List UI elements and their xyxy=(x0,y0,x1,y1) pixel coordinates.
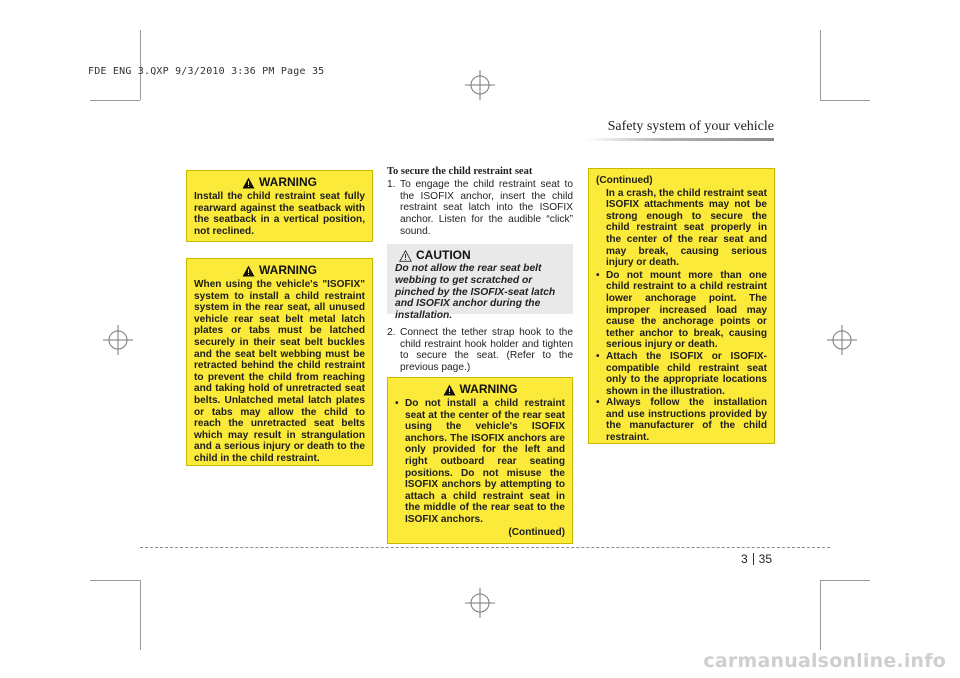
bullet-text: Do not mount more than one child restraint to a child restraint lower anchorage point. The improper increased load may cause the anchorage points or tether anchor to break, causing serious injury or death. xyxy=(606,269,767,351)
crop-mark xyxy=(90,100,140,101)
warning-body: When using the vehicle's "ISOFIX" system to install a child restraint system in the rear seat, all unused vehicle rear seat belt metal latch plates or tabs must be latched securely in their seat belt buckles and the seat belt webbing must be retracted behind the child restraint to prevent the child from reaching and taking hold of unretracted seat belts. Unlatched metal latch plates or tabs may allow the child to reach the unretracted seat belts which may result in strangulation and a serious injury or death to the child in the child restraint. xyxy=(194,279,365,464)
bullet: • xyxy=(596,397,600,409)
crop-mark xyxy=(820,580,870,581)
crop-mark xyxy=(820,580,821,650)
caution-title: CAUTION xyxy=(416,248,471,263)
crop-mark xyxy=(820,30,821,100)
registration-mark-icon xyxy=(103,325,133,355)
warning-box-center-seat xyxy=(387,377,573,544)
crop-mark xyxy=(140,580,141,650)
continued-label: (Continued) xyxy=(596,175,653,186)
warning-triangle-icon xyxy=(443,384,456,396)
caution-box xyxy=(387,244,573,322)
caution-heading xyxy=(395,250,565,262)
step-text: To engage the child restraint seat to the ISOFIX anchor, insert the child restraint seat latch into the ISOFIX anchor. Listen for the audible “click” sound. xyxy=(400,179,573,237)
bullet: • xyxy=(596,350,600,362)
warning-intro: In a crash, the child restraint seat ISOFIX attachments may not be strong enough to secure the child restraint seat properly in the center of the rear seat and may break, causing serious injury or death. xyxy=(606,187,767,269)
registration-mark-icon xyxy=(465,588,495,618)
procedure-step-1 xyxy=(387,179,573,238)
warning-box-continued xyxy=(588,168,775,444)
bullet-text: Always follow the installation and use instructions provided by the manufacturer of the child restraint. xyxy=(606,397,767,444)
page-number-separator xyxy=(753,553,754,565)
watermark: carmanualsonline.info xyxy=(703,650,946,672)
warning-bullet-item xyxy=(596,270,767,351)
page-number xyxy=(741,552,772,566)
page-number-value: 35 xyxy=(758,552,772,566)
step-number: 2. xyxy=(387,327,396,338)
warning-heading xyxy=(194,177,365,189)
warning-triangle-icon xyxy=(242,177,255,189)
warning-body: Do not install a child restraint seat at the center of the rear seat using the vehicle's ISOFIX anchors. The ISOFIX anchors are only provided for the left and right outboard rear seating positions. Do not misuse the ISOFIX anchors by attempting to attach a child restraint seat in the middle of the rear seat to the ISOFIX anchors. xyxy=(405,398,565,525)
crop-mark xyxy=(140,30,141,100)
continued-label: (Continued) xyxy=(508,526,565,538)
print-slug: FDE ENG 3.QXP 9/3/2010 3:36 PM Page 35 xyxy=(88,66,325,77)
registration-mark-icon xyxy=(465,70,495,100)
warning-bullet-item xyxy=(596,351,767,397)
warning-heading xyxy=(194,265,365,277)
warning-heading xyxy=(395,384,565,396)
bullet: • xyxy=(395,398,399,409)
caution-triangle-icon xyxy=(399,250,412,262)
procedure-step-2 xyxy=(387,327,573,374)
step-number: 1. xyxy=(387,179,396,190)
warning-box-isofix-belts xyxy=(186,258,373,466)
warning-body: Install the child restraint seat fully rearward against the seatback with the seatback in a vertical position, not reclined. xyxy=(194,191,365,237)
registration-mark-icon xyxy=(827,325,857,355)
warning-bullet-item xyxy=(395,398,565,526)
warning-triangle-icon xyxy=(242,265,255,277)
bullet-text: Attach the ISOFIX or ISOFIX-compatible child restraint seat only to the appropriate locations shown in the illustration. xyxy=(606,350,767,397)
warning-title: WARNING xyxy=(459,382,518,397)
crop-mark xyxy=(820,100,870,101)
caution-body: Do not allow the rear seat belt webbing to get scratched or pinched by the ISOFIX-seat latch and ISOFIX anchor during the installation. xyxy=(395,263,556,322)
procedure-heading: To secure the child restraint seat xyxy=(387,166,533,177)
chapter-number: 3 xyxy=(740,552,748,566)
warning-bullet-item xyxy=(596,397,767,443)
warning-title: WARNING xyxy=(259,175,317,190)
header-rule xyxy=(586,138,774,141)
warning-box-seatback xyxy=(186,170,373,242)
warning-title: WARNING xyxy=(259,263,317,278)
footer-rule xyxy=(140,547,830,548)
section-title: Safety system of your vehicle xyxy=(607,119,774,134)
bullet: • xyxy=(596,269,600,281)
step-text: Connect the tether strap hook to the child restraint hook holder and tighten to secure the seat. (Refer to the previous page.) xyxy=(400,327,573,374)
crop-mark xyxy=(90,580,140,581)
